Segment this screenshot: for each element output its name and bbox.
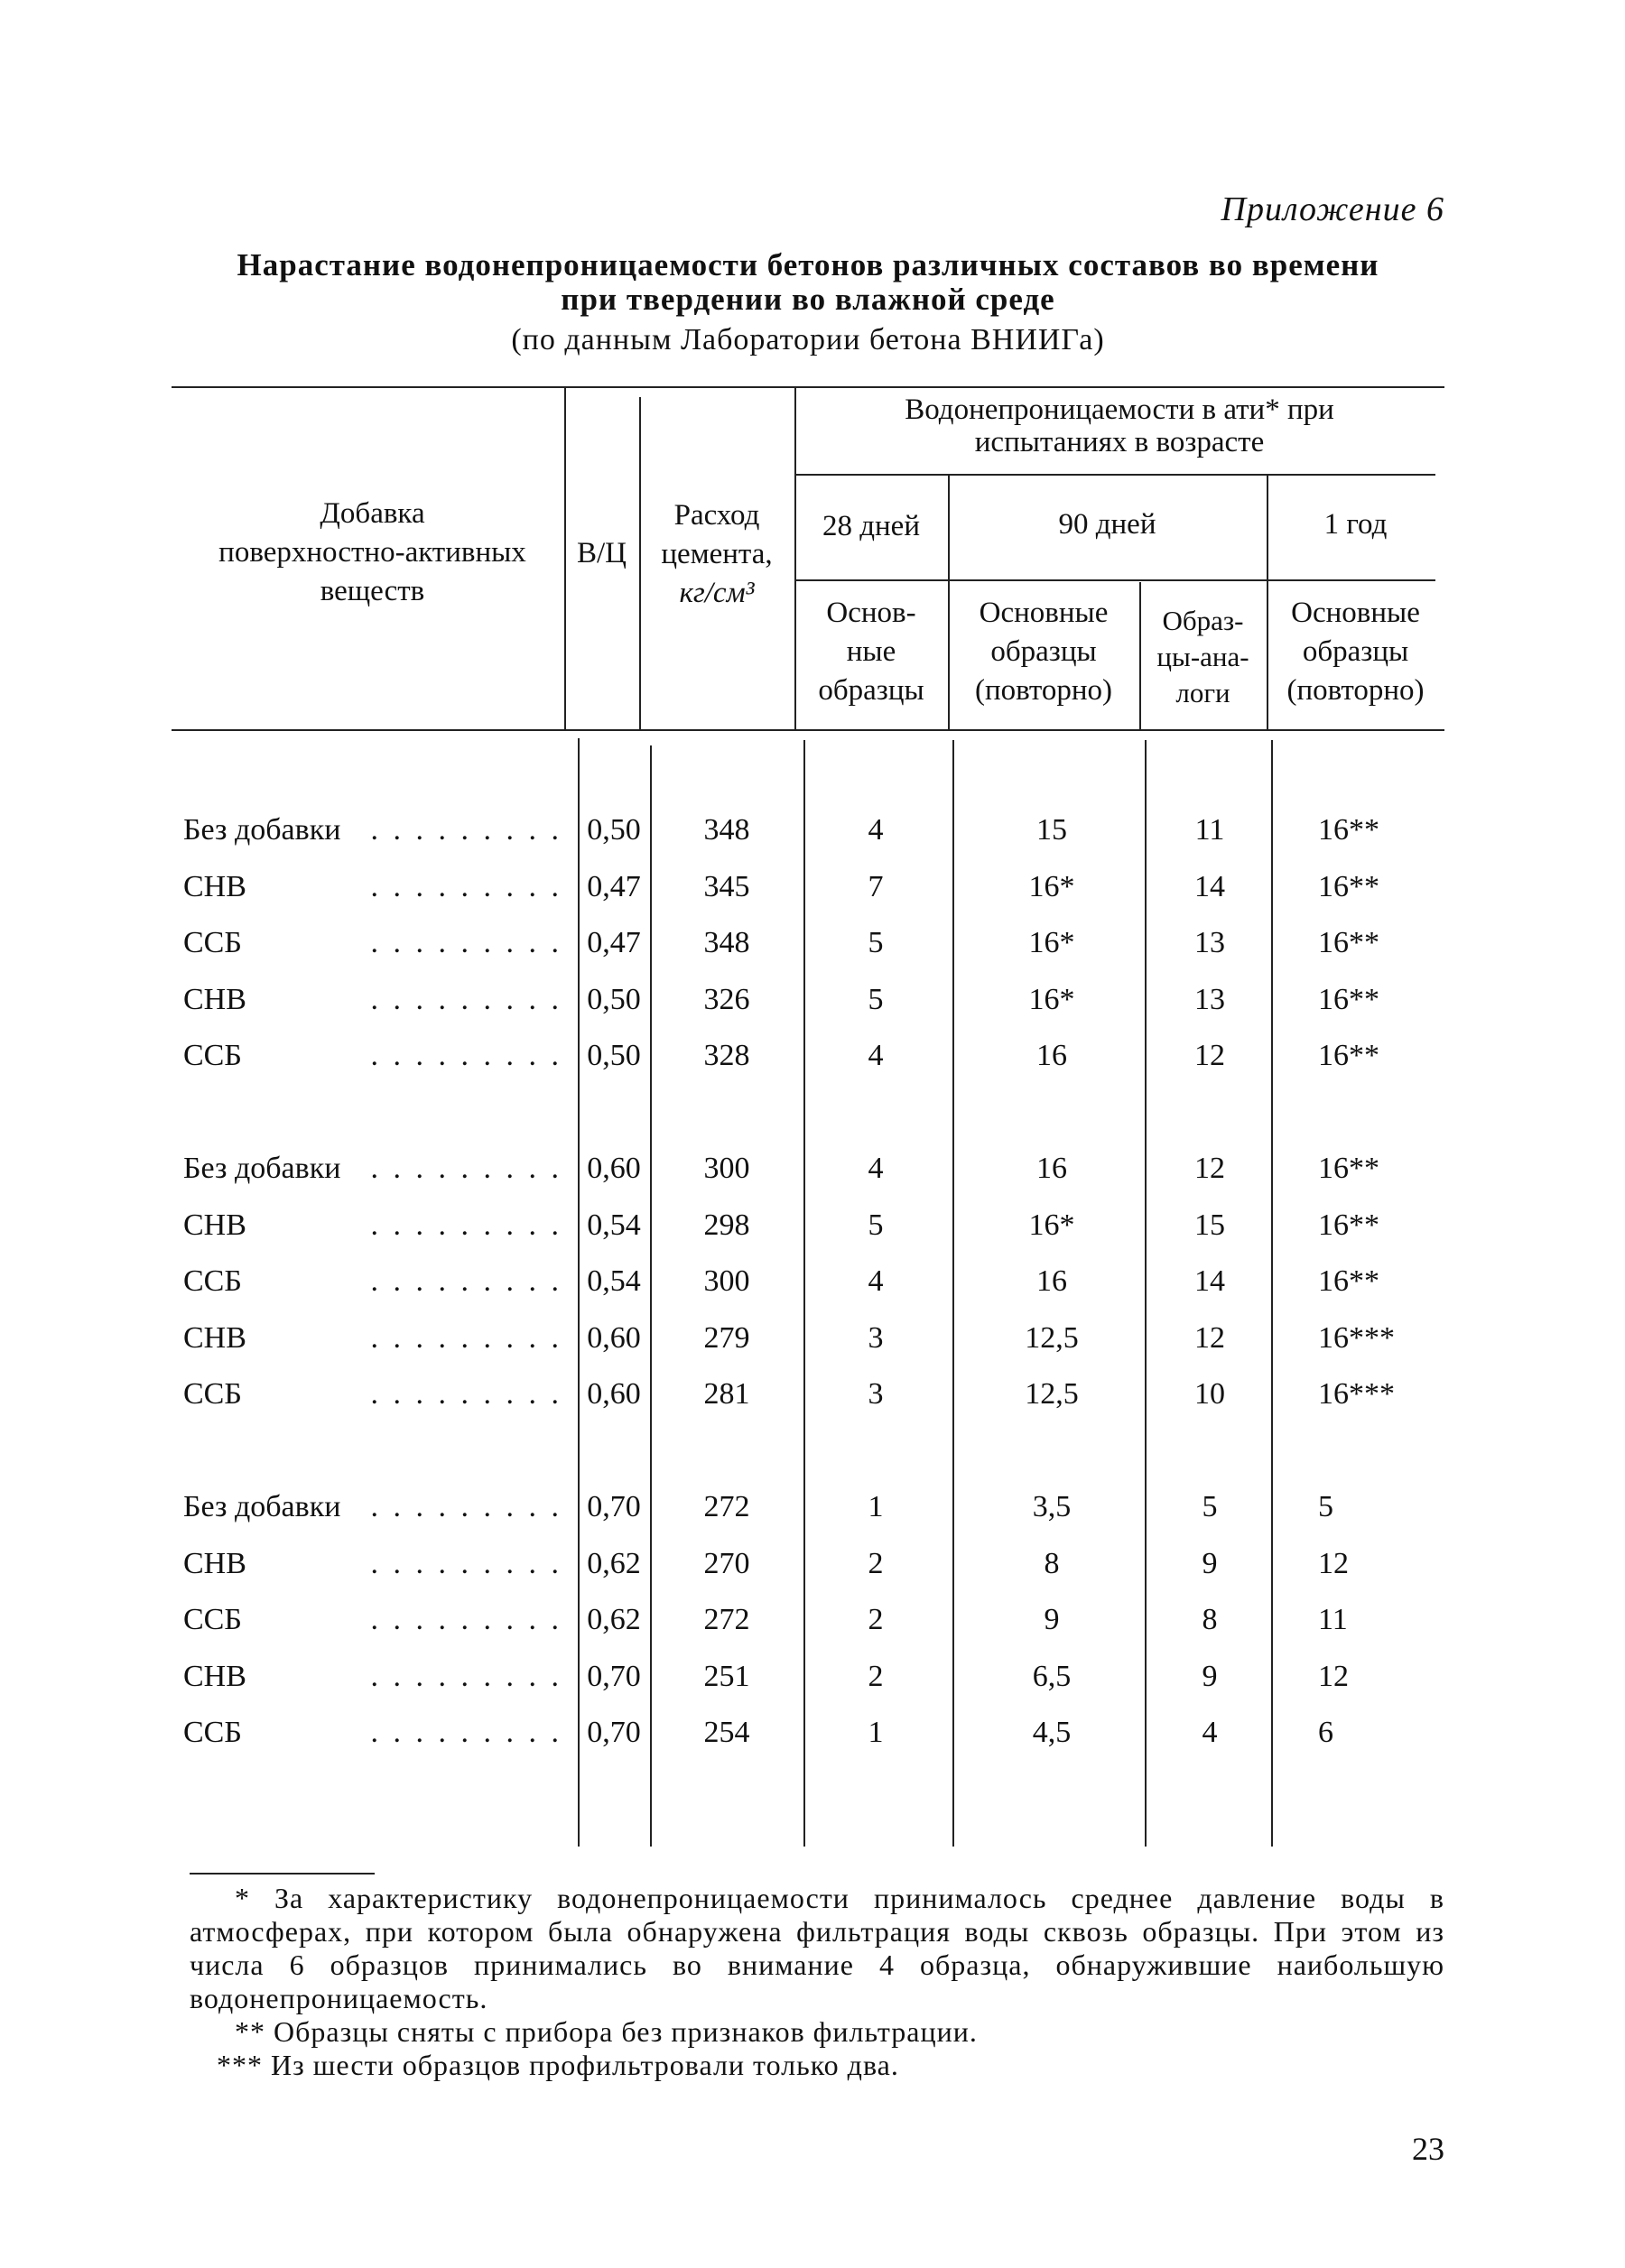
table-subtitle: (по данным Лаборатории бетона ВНИИГа) bbox=[511, 323, 1105, 356]
row-name: Без добавки bbox=[183, 1485, 346, 1530]
row-1-year: 6 bbox=[1318, 1716, 1333, 1749]
row-name: СНВ bbox=[183, 1203, 252, 1248]
row-wc: 0,50 bbox=[587, 813, 641, 847]
table-row bbox=[0, 1033, 1625, 1078]
row-90-days: 3,5 bbox=[1032, 1490, 1072, 1523]
footnote-1: * За характеристику водонепроницаемости принималось среднее давление воды в атмосферах, при котором была обнаружена фильтрация воды сквозь образцы. При этом из числа 6 образцов принимались во внимание 4 образца, обнаружившие наибольшую водонепроницаемость. bbox=[190, 1882, 1444, 2014]
row-28-days: 5 bbox=[868, 982, 884, 1016]
row-name: ССБ bbox=[183, 1597, 247, 1643]
table-row bbox=[0, 1710, 1625, 1755]
row-name: СНВ bbox=[183, 865, 252, 910]
header-age-90 bbox=[948, 505, 1267, 544]
dot-leader: . . . . . . . . . bbox=[370, 1377, 562, 1411]
header-sub-90-analog bbox=[1139, 603, 1267, 711]
header-age-1y-label: 1 год bbox=[1323, 508, 1388, 541]
header-sub-90b-line3: логи bbox=[1175, 677, 1230, 708]
row-90-analog: 5 bbox=[1202, 1490, 1218, 1523]
header-sub-1y-line2: образцы bbox=[1302, 635, 1409, 668]
row-90-analog: 14 bbox=[1194, 869, 1225, 903]
row-wc: 0,60 bbox=[587, 1377, 641, 1411]
row-28-days: 7 bbox=[868, 869, 884, 903]
header-additive bbox=[181, 495, 564, 611]
table-top-rule bbox=[172, 386, 1444, 388]
row-90-analog: 12 bbox=[1194, 1152, 1225, 1185]
header-bottom-rule bbox=[172, 729, 1444, 731]
row-wc: 0,62 bbox=[587, 1603, 641, 1636]
header-cement-unit: кг/см³ bbox=[679, 577, 755, 609]
header-sub-1y-line3: (повторно) bbox=[1286, 674, 1425, 707]
row-90-days: 6,5 bbox=[1032, 1659, 1072, 1693]
row-name: СНВ bbox=[183, 1654, 252, 1699]
row-wc: 0,60 bbox=[587, 1152, 641, 1185]
row-90-analog: 12 bbox=[1194, 1320, 1225, 1355]
row-1-year: 16** bbox=[1318, 926, 1379, 959]
row-1-year: 12 bbox=[1318, 1546, 1349, 1580]
row-90-days: 8 bbox=[1044, 1546, 1060, 1580]
header-sub-28-line2: ные bbox=[846, 635, 896, 668]
row-cement: 348 bbox=[703, 926, 750, 959]
title-line-2: при твердении во влажной среде bbox=[561, 282, 1055, 317]
row-90-analog: 9 bbox=[1202, 1659, 1218, 1693]
row-28-days: 5 bbox=[868, 926, 884, 959]
row-90-days: 16* bbox=[1028, 869, 1075, 903]
row-28-days: 5 bbox=[868, 1208, 884, 1242]
row-cement: 270 bbox=[703, 1546, 750, 1580]
row-1-year: 16** bbox=[1318, 1264, 1379, 1298]
table-row bbox=[0, 865, 1625, 910]
header-cement-line2: цемента, bbox=[661, 538, 773, 570]
dot-leader: . . . . . . . . . bbox=[370, 1490, 562, 1523]
row-90-days: 16 bbox=[1036, 1264, 1067, 1298]
perm-header-rule bbox=[794, 474, 1435, 476]
header-sub-28-line1: Основ- bbox=[826, 597, 916, 629]
table-row bbox=[0, 808, 1625, 853]
row-cement: 328 bbox=[703, 1039, 750, 1072]
row-90-analog: 13 bbox=[1194, 982, 1225, 1016]
row-90-analog: 10 bbox=[1194, 1377, 1225, 1411]
row-cement: 281 bbox=[703, 1377, 750, 1411]
row-1-year: 16** bbox=[1318, 869, 1379, 903]
title-line-1: Нарастание водонепроницаемости бетонов различных составов во времени bbox=[237, 247, 1379, 282]
row-1-year: 16*** bbox=[1318, 1320, 1395, 1355]
table-row bbox=[0, 1541, 1625, 1587]
row-name: СНВ bbox=[183, 977, 252, 1023]
row-name: ССБ bbox=[183, 1033, 247, 1078]
row-cement: 251 bbox=[703, 1659, 750, 1693]
row-90-days: 16* bbox=[1028, 982, 1075, 1016]
table-row bbox=[0, 1485, 1625, 1530]
row-cement: 254 bbox=[703, 1716, 750, 1749]
row-wc: 0,54 bbox=[587, 1264, 641, 1298]
page-number: 23 bbox=[1412, 2131, 1444, 2167]
row-1-year: 16** bbox=[1318, 982, 1379, 1016]
table-row bbox=[0, 1259, 1625, 1304]
row-wc: 0,50 bbox=[587, 982, 641, 1016]
row-28-days: 3 bbox=[868, 1377, 884, 1411]
dot-leader: . . . . . . . . . bbox=[370, 1264, 562, 1298]
header-cement bbox=[639, 496, 794, 613]
row-wc: 0,62 bbox=[587, 1546, 641, 1580]
row-1-year: 12 bbox=[1318, 1659, 1349, 1693]
row-90-analog: 12 bbox=[1194, 1039, 1225, 1072]
table-title bbox=[172, 248, 1444, 317]
header-age-90-label: 90 дней bbox=[1058, 508, 1156, 541]
table-row bbox=[0, 1203, 1625, 1248]
header-age-1y bbox=[1267, 505, 1444, 544]
row-28-days: 4 bbox=[868, 1264, 884, 1298]
row-90-analog: 13 bbox=[1194, 926, 1225, 959]
table-row bbox=[0, 1146, 1625, 1191]
header-wc bbox=[564, 534, 639, 573]
row-28-days: 4 bbox=[868, 1152, 884, 1185]
row-28-days: 3 bbox=[868, 1320, 884, 1355]
header-age-28 bbox=[794, 507, 948, 546]
row-wc: 0,54 bbox=[587, 1208, 641, 1242]
row-cement: 326 bbox=[703, 982, 750, 1016]
header-perm-line1: Водонепроницаемости в ати* при bbox=[905, 393, 1334, 426]
row-name: СНВ bbox=[183, 1541, 252, 1587]
row-1-year: 16*** bbox=[1318, 1377, 1395, 1411]
row-90-analog: 14 bbox=[1194, 1264, 1225, 1298]
table-row bbox=[0, 977, 1625, 1023]
dot-leader: . . . . . . . . . bbox=[370, 982, 562, 1016]
dot-leader: . . . . . . . . . bbox=[370, 813, 562, 847]
row-name: Без добавки bbox=[183, 1146, 346, 1191]
row-cement: 348 bbox=[703, 813, 750, 847]
header-perm-line2: испытаниях в возрасте bbox=[974, 426, 1265, 458]
row-90-days: 16* bbox=[1028, 1208, 1075, 1242]
row-28-days: 2 bbox=[868, 1546, 884, 1580]
table-row bbox=[0, 1597, 1625, 1643]
row-name: ССБ bbox=[183, 921, 247, 966]
table-row bbox=[0, 1316, 1625, 1361]
dot-leader: . . . . . . . . . bbox=[370, 1039, 562, 1072]
header-sub-90b-line1: Образ- bbox=[1162, 605, 1244, 636]
row-28-days: 2 bbox=[868, 1603, 884, 1636]
dot-leader: . . . . . . . . . bbox=[370, 926, 562, 959]
row-90-days: 16 bbox=[1036, 1039, 1067, 1072]
appendix-label: Приложение 6 bbox=[1221, 190, 1444, 228]
row-wc: 0,70 bbox=[587, 1659, 641, 1693]
header-sub-90-main bbox=[948, 594, 1139, 710]
header-sub-90a-line3: (повторно) bbox=[974, 674, 1113, 707]
row-90-days: 9 bbox=[1044, 1603, 1060, 1636]
age-header-rule bbox=[794, 579, 1435, 581]
row-90-days: 15 bbox=[1036, 813, 1067, 847]
row-1-year: 5 bbox=[1318, 1490, 1333, 1523]
header-sub-90a-line1: Основные bbox=[979, 597, 1109, 629]
row-90-analog: 4 bbox=[1202, 1716, 1218, 1749]
header-sub-1y-line1: Основные bbox=[1291, 597, 1420, 629]
dot-leader: . . . . . . . . . bbox=[370, 1152, 562, 1185]
header-wc-label: В/Ц bbox=[576, 537, 627, 569]
row-wc: 0,50 bbox=[587, 1039, 641, 1072]
table-row bbox=[0, 921, 1625, 966]
table-row bbox=[0, 1372, 1625, 1417]
header-sub-28 bbox=[794, 594, 948, 710]
row-28-days: 2 bbox=[868, 1659, 884, 1693]
row-28-days: 1 bbox=[868, 1490, 884, 1523]
row-cement: 272 bbox=[703, 1490, 750, 1523]
row-wc: 0,47 bbox=[587, 926, 641, 959]
row-90-analog: 11 bbox=[1194, 813, 1225, 847]
row-1-year: 16** bbox=[1318, 1208, 1379, 1242]
row-wc: 0,70 bbox=[587, 1716, 641, 1749]
row-1-year: 16** bbox=[1318, 1152, 1379, 1185]
row-cement: 298 bbox=[703, 1208, 750, 1242]
dot-leader: . . . . . . . . . bbox=[370, 869, 562, 903]
row-name: Без добавки bbox=[183, 808, 346, 853]
header-sub-90b-line2: цы-ана- bbox=[1156, 641, 1249, 672]
row-name: ССБ bbox=[183, 1710, 247, 1755]
header-sub-90a-line2: образцы bbox=[990, 635, 1097, 668]
row-wc: 0,47 bbox=[587, 869, 641, 903]
row-1-year: 16** bbox=[1318, 813, 1379, 847]
row-name: ССБ bbox=[183, 1372, 247, 1417]
row-1-year: 16** bbox=[1318, 1039, 1379, 1072]
row-cement: 345 bbox=[703, 869, 750, 903]
dot-leader: . . . . . . . . . bbox=[370, 1716, 562, 1749]
header-additive-line2: поверхностно-активных bbox=[218, 536, 526, 569]
header-permeability bbox=[794, 393, 1444, 458]
row-28-days: 1 bbox=[868, 1716, 884, 1749]
table-row bbox=[0, 1654, 1625, 1699]
row-cement: 279 bbox=[703, 1320, 750, 1355]
row-cement: 300 bbox=[703, 1152, 750, 1185]
row-90-analog: 8 bbox=[1202, 1603, 1218, 1636]
row-90-analog: 15 bbox=[1194, 1208, 1225, 1242]
row-90-days: 16 bbox=[1036, 1152, 1067, 1185]
header-age-28-label: 28 дней bbox=[822, 510, 920, 542]
dot-leader: . . . . . . . . . bbox=[370, 1546, 562, 1580]
row-90-days: 12,5 bbox=[1025, 1377, 1079, 1411]
dot-leader: . . . . . . . . . bbox=[370, 1659, 562, 1693]
dot-leader: . . . . . . . . . bbox=[370, 1208, 562, 1242]
row-wc: 0,60 bbox=[587, 1320, 641, 1355]
header-sub-1y bbox=[1267, 594, 1444, 710]
row-28-days: 4 bbox=[868, 1039, 884, 1072]
footnote-rule bbox=[190, 1873, 375, 1875]
row-wc: 0,70 bbox=[587, 1490, 641, 1523]
header-sub-28-line3: образцы bbox=[818, 674, 924, 707]
footnote-2: ** Образцы сняты с прибора без признаков фильтрации. bbox=[235, 2015, 978, 2048]
row-90-days: 16* bbox=[1028, 926, 1075, 959]
row-name: ССБ bbox=[183, 1259, 247, 1304]
row-90-days: 4,5 bbox=[1032, 1716, 1072, 1749]
footnote-3: *** Из шести образцов профильтровали только два. bbox=[217, 2049, 899, 2081]
row-cement: 300 bbox=[703, 1264, 750, 1298]
header-additive-line1: Добавка bbox=[320, 497, 425, 530]
row-90-days: 12,5 bbox=[1025, 1320, 1079, 1355]
dot-leader: . . . . . . . . . bbox=[370, 1320, 562, 1355]
row-name: СНВ bbox=[183, 1316, 252, 1361]
row-cement: 272 bbox=[703, 1603, 750, 1636]
dot-leader: . . . . . . . . . bbox=[370, 1603, 562, 1636]
header-additive-line3: веществ bbox=[320, 575, 425, 607]
header-cement-line1: Расход bbox=[673, 499, 760, 532]
row-28-days: 4 bbox=[868, 813, 884, 847]
footnotes bbox=[190, 1882, 1444, 2082]
row-1-year: 11 bbox=[1318, 1603, 1348, 1636]
row-90-analog: 9 bbox=[1202, 1546, 1218, 1580]
